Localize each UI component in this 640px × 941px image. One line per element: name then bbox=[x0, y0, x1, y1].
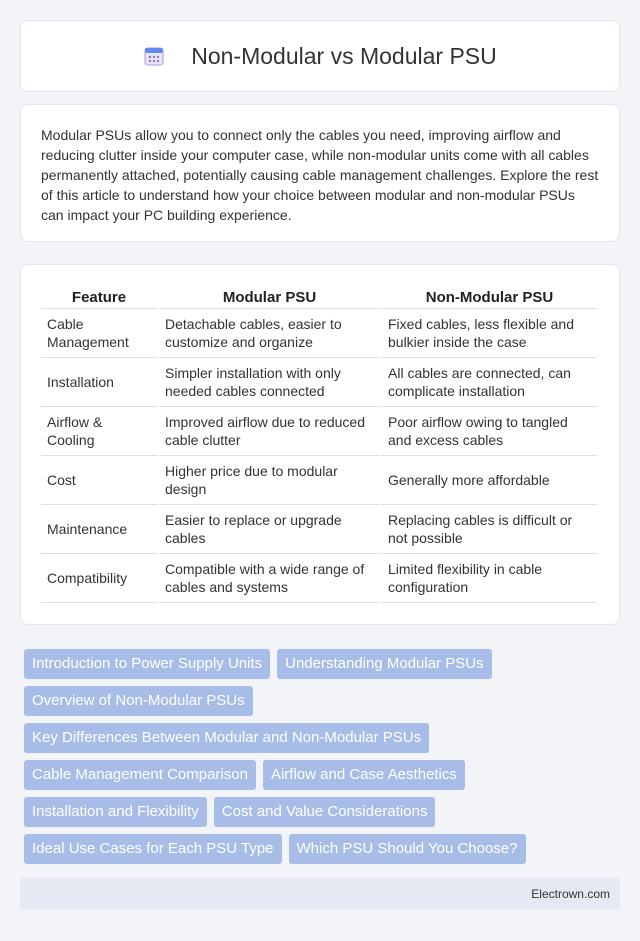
table-cell: Cable Management bbox=[41, 309, 157, 358]
table-cell: Easier to replace or upgrade cables bbox=[159, 505, 380, 554]
header-modular: Modular PSU bbox=[159, 285, 380, 309]
tag-airflow-aesthetics[interactable]: Airflow and Case Aesthetics bbox=[263, 760, 465, 790]
footer bbox=[20, 878, 620, 910]
intro-paragraph: Modular PSUs allow you to connect only the cables you need, improving airflow and reducing clutter inside your computer case, while non-modular units come with all cables permanently attached, potentially causing cable management challenges. Explore the rest of this article to understand how your choice between modular and non-modular PSUs can impact your PC building experience. bbox=[41, 127, 599, 223]
table-header-row bbox=[41, 285, 597, 309]
table-cell: Simpler installation with only needed cables connected bbox=[159, 358, 380, 407]
tag-understanding-modular[interactable]: Understanding Modular PSUs bbox=[277, 649, 491, 679]
table-cell: Limited flexibility in cable configuration bbox=[382, 554, 597, 603]
header-feature: Feature bbox=[41, 285, 157, 309]
table-cell: Maintenance bbox=[41, 505, 157, 554]
tag-which-psu[interactable]: Which PSU Should You Choose? bbox=[289, 834, 526, 864]
intro-card bbox=[20, 104, 620, 242]
table-cell: Improved airflow due to reduced cable clutter bbox=[159, 407, 380, 456]
table-cell: Detachable cables, easier to customize and organize bbox=[159, 309, 380, 358]
tag-cost-value[interactable]: Cost and Value Considerations bbox=[214, 797, 436, 827]
table-cell: Cost bbox=[41, 456, 157, 505]
table-cell: Airflow & Cooling bbox=[41, 407, 157, 456]
calendar-icon bbox=[143, 45, 165, 67]
table-row bbox=[41, 407, 597, 456]
topic-tags bbox=[24, 649, 624, 871]
table-row bbox=[41, 358, 597, 407]
title-card bbox=[20, 20, 620, 92]
tag-cable-management[interactable]: Cable Management Comparison bbox=[24, 760, 256, 790]
table-cell: Compatible with a wide range of cables and systems bbox=[159, 554, 380, 603]
table-cell: Compatibility bbox=[41, 554, 157, 603]
header-non-modular: Non-Modular PSU bbox=[382, 285, 597, 309]
comparison-table bbox=[39, 285, 599, 603]
table-cell: Installation bbox=[41, 358, 157, 407]
tag-ideal-use-cases[interactable]: Ideal Use Cases for Each PSU Type bbox=[24, 834, 282, 864]
tag-key-differences[interactable]: Key Differences Between Modular and Non-Modular PSUs bbox=[24, 723, 429, 753]
table-row bbox=[41, 309, 597, 358]
table-cell: Generally more affordable bbox=[382, 456, 597, 505]
table-row bbox=[41, 505, 597, 554]
comparison-table-card bbox=[20, 264, 620, 625]
tag-intro-psu[interactable]: Introduction to Power Supply Units bbox=[24, 649, 270, 679]
page-title: Non-Modular vs Modular PSU bbox=[191, 42, 497, 69]
table-cell: Higher price due to modular design bbox=[159, 456, 380, 505]
tag-overview-non-modular[interactable]: Overview of Non-Modular PSUs bbox=[24, 686, 253, 716]
table-cell: Fixed cables, less flexible and bulkier inside the case bbox=[382, 309, 597, 358]
table-cell: All cables are connected, can complicate installation bbox=[382, 358, 597, 407]
table-row bbox=[41, 456, 597, 505]
table-row bbox=[41, 554, 597, 603]
table-cell: Poor airflow owing to tangled and excess cables bbox=[382, 407, 597, 456]
tag-installation-flexibility[interactable]: Installation and Flexibility bbox=[24, 797, 207, 827]
footer-site[interactable]: Electrown.com bbox=[531, 887, 610, 901]
table-cell: Replacing cables is difficult or not possible bbox=[382, 505, 597, 554]
